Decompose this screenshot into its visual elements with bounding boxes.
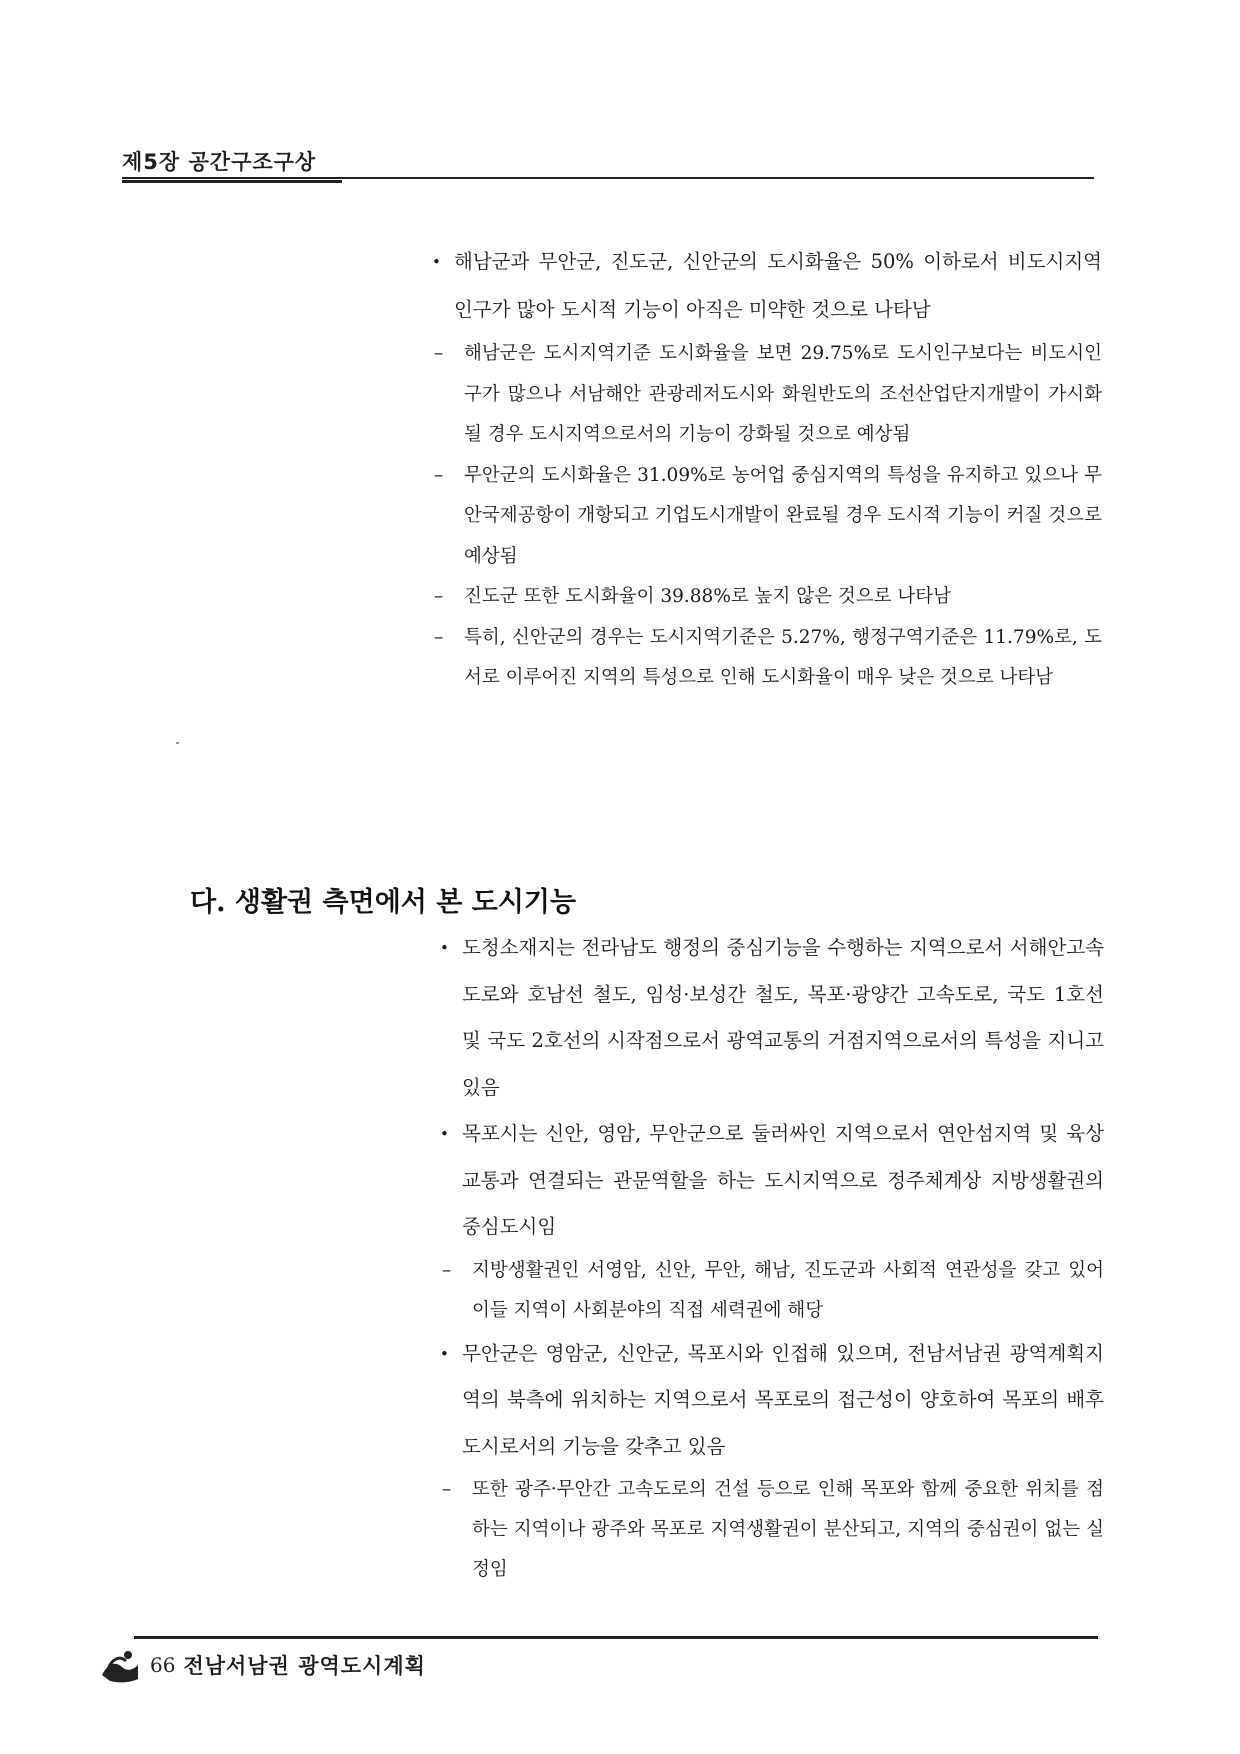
- living-zone-section: [440, 925, 1104, 1590]
- dash-text: 지방생활권인 서영암, 신안, 무안, 해남, 진도군과 사회적 연관성을 갖고 있어 이들 지역이 사회분야의 직접 세력권에 해당: [472, 1259, 1104, 1321]
- dash-text: 진도군 또한 도시화율이 39.88%로 높지 않은 것으로 나타남: [464, 586, 951, 607]
- dash-item: [432, 577, 1102, 618]
- dash-item: [440, 1251, 1104, 1331]
- header-rule: [122, 177, 1094, 179]
- margin-mark: [176, 742, 179, 744]
- header-rule-accent: [122, 180, 342, 183]
- dash-icon: –: [442, 1479, 452, 1500]
- dash-text: 특히, 신안군의 경우는 도시지역기준은 5.27%, 행정구역기준은 11.79%로, 도서로 이루어진 지역의 특성으로 인해 도시화율이 매우 낮은 것으로 나타남: [464, 626, 1102, 688]
- dash-icon: –: [434, 343, 444, 364]
- section-heading: 다. 생활권 측면에서 본 도시기능: [190, 887, 577, 918]
- dash-icon: –: [434, 464, 444, 486]
- bullet-icon: •: [440, 1344, 449, 1363]
- dash-item: [440, 1470, 1104, 1590]
- dash-icon: –: [442, 1259, 452, 1281]
- dash-item: [432, 334, 1102, 456]
- bullet-text: 도청소재지는 전라남도 행정의 중심기능을 수행하는 지역으로서 서해안고속도로와 호남선 철도, 임성·보성간 철도, 목포·광양간 고속도로, 국도 1호선 및 국도 2호선의 시작점으로서 광역교통의 거점지역으로서의 특성을 지니고 있음: [462, 936, 1104, 1099]
- bullet-icon: •: [440, 939, 449, 957]
- urbanization-section: [432, 238, 1102, 699]
- document-title: 전남서남권 광역도시계획: [183, 1654, 426, 1678]
- bullet-item: [440, 1111, 1104, 1251]
- dash-icon: –: [434, 626, 444, 648]
- bullet-item: [440, 925, 1104, 1111]
- bullet-item: [440, 1331, 1104, 1471]
- page-number: 66: [150, 1653, 176, 1677]
- bullet-item: [432, 238, 1102, 334]
- chapter-title: 제5장 공간구조구상: [122, 150, 317, 174]
- wave-logo-icon: [98, 1645, 142, 1685]
- bullet-text: 해남군과 무안군, 진도군, 신안군의 도시화율은 50% 이하로서 비도시지역 인구가 많아 도시적 기능이 아직은 미약한 것으로 나타남: [454, 250, 1102, 321]
- dash-text: 해남군은 도시지역기준 도시화율을 보면 29.75%로 도시인구보다는 비도시인구가 많으나 서남해안 관광레저도시와 화원반도의 조선산업단지개발이 가시화될 경우 도시지역으로서의 기능이 강화될 것으로 예상됨: [464, 343, 1102, 445]
- dash-icon: –: [434, 586, 444, 607]
- bullet-icon: •: [432, 253, 441, 271]
- dash-item: [432, 618, 1102, 699]
- bullet-text: 무안군은 영암군, 신안군, 목포시와 인접해 있으며, 전남서남권 광역계획지역의 북측에 위치하는 지역으로서 목포로의 접근성이 양호하여 목포의 배후도시로서의 기능을 갖추고 있음: [462, 1341, 1104, 1458]
- bullet-text: 목포시는 신안, 영암, 무안군으로 둘러싸인 지역으로서 연안섬지역 및 육상교통과 연결되는 관문역할을 하는 도시지역으로 정주체계상 지방생활권의 중심도시임: [462, 1122, 1104, 1238]
- dash-text: 또한 광주·무안간 고속도로의 건설 등으로 인해 목포와 함께 중요한 위치를 점하는 지역이나 광주와 목포로 지역생활권이 분산되고, 지역의 중심권이 없는 실정임: [472, 1479, 1104, 1580]
- dash-text: 무안군의 도시화율은 31.09%로 농어업 중심지역의 특성을 유지하고 있으나 무안국제공항이 개항되고 기업도시개발이 완료될 경우 도시적 기능이 커질 것으로 예상됨: [464, 464, 1102, 567]
- footer-rule: [134, 1636, 1098, 1639]
- page-footer: [98, 1645, 426, 1685]
- dash-item: [432, 456, 1102, 578]
- bullet-icon: •: [440, 1125, 449, 1143]
